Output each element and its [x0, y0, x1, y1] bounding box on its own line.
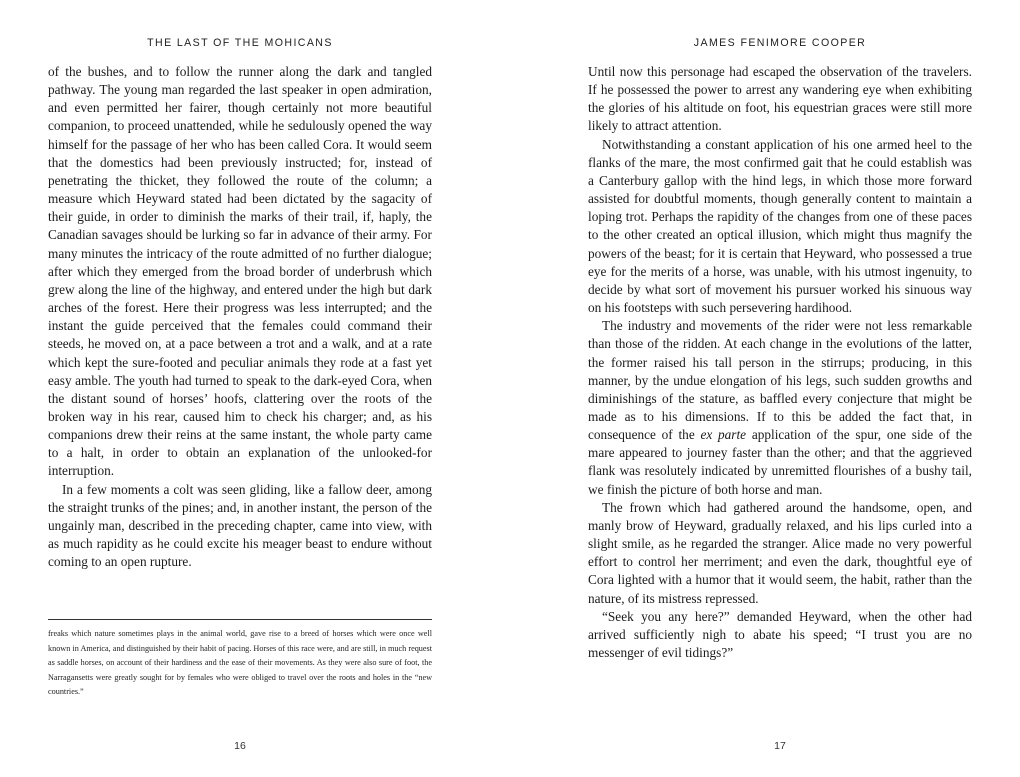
footnote-divider: [48, 619, 432, 620]
paragraph: “Seek you any here?” demanded Heyward, when the other had arrived sufficiently nigh to abate his speed; “I trust you are no messenger of evil tidings?”: [588, 608, 972, 660]
paragraph: Until now this personage had escaped the observation of the travelers. If he possessed the power to arrest any wandering eye when exhibiting the glories of his altitude on foot, his equestrian graces were still more likely to attract attention.: [588, 64, 972, 134]
text-span: application of the spur, one side of the mare appeared to journey faster than the other; and that the aggrieved flank was resolutely indicated by unremitted flourishes of a bushy tail, we finish the picture of both horse and man.: [588, 427, 972, 497]
left-body-text: [48, 63, 432, 571]
paragraph: In a few moments a colt was seen gliding, like a fallow deer, among the straight trunks of the pines; and, in another instant, the person of the ungainly man, described in the preceding chapter, came into view, with as much rapidity as he could excite his meager beast to endure without coming to an open rupture.: [48, 481, 432, 570]
text-span: The industry and movements of the rider were not less remarkable than those of the ridden. At each change in the evolutions of the latter, the former raised his tall person in the stirrups; producing, in this manner, by the undue elongation of his legs, such sudden growths and diminishings of the stature, as baffled every conjecture that might be made as to his dimensions. If to this be added the fact that, in consequence of the: [588, 318, 972, 443]
page-number-right: 17: [774, 740, 786, 752]
left-page: [48, 0, 432, 777]
right-body-text: [588, 63, 972, 662]
footnote: freaks which nature sometimes plays in the animal world, gave rise to a breed of horses which were once well known in America, and distinguished by their habit of pacing. Horses of this race were, and are still, in much request as saddle horses, on account of their hardiness and the ease of their movements. As they were also sure of foot, the Narragansetts were greatly sought for by females who were obliged to travel over the roots and holes in the “new countries.”: [48, 629, 432, 697]
paragraph: The frown which had gathered around the handsome, open, and manly brow of Heyward, gradually relaxed, and his lips curled into a slight smile, as he regarded the stranger. Alice made no very powerful effort to control her merriment; and even the dark, thoughtful eye of Cora lighted with a humor that it would seem, the habit, rather than the nature, of its mistress repressed.: [588, 499, 972, 606]
page-number-left: 16: [234, 740, 246, 752]
running-head-left: THE LAST OF THE MOHICANS: [147, 37, 333, 49]
right-page: [588, 0, 972, 777]
paragraph: of the bushes, and to follow the runner along the dark and tangled pathway. The young man regarded the last speaker in open admiration, and even permitted her fairer, though certainly not more beautiful companion, to proceed unattended, while he sedulously opened the way himself for the passage of her who has been called Cora. It would seem that the domestics had been previously instructed; for, instead of penetrating the thicket, they followed the route of the column; a measure which Heyward stated had been dictated by the sagacity of their guide, in order to diminish the marks of their trail, if, haply, the Canadian savages should be lurking so far in advance of their army. For many minutes the intricacy of the route admitted of no further dialogue; after which they emerged from the broad border of underbrush which grew along the line of the highway, and entered under the high but dark arches of the forest. Here their progress was less interrupted; and the instant the guide perceived that the females could command their steeds, he moved on, at a pace between a trot and a walk, and at a rate which kept the sure-footed and peculiar animals they rode at a fast yet easy amble. The youth had turned to speak to the dark-eyed Cora, when the distant sound of horses’ hoofs, clattering over the roots of the broken way in his rear, caused him to check his charger; and, as his companions drew their reins at the same instant, the whole party came to a halt, in order to obtain an explanation of the unlooked-for interruption.: [48, 64, 432, 479]
italic-phrase: ex parte: [700, 427, 747, 443]
paragraph: [588, 317, 972, 499]
running-head-right: JAMES FENIMORE COOPER: [693, 37, 867, 49]
paragraph: Notwithstanding a constant application of his one armed heel to the flanks of the mare, the most confirmed gait that he could establish was a Canterbury gallop with the hind legs, in which those more forward assisted for doubtful moments, though generally content to maintain a loping trot. Perhaps the rapidity of the changes from one of these paces to the other created an optical illusion, which might thus magnify the powers of the beast; for it is certain that Heyward, who possessed a true eye for the merits of a horse, was unable, with his utmost ingenuity, to decide by what sort of movement his pursuer worked his sinuous way on his footsteps with such persevering hardihood.: [588, 136, 972, 316]
